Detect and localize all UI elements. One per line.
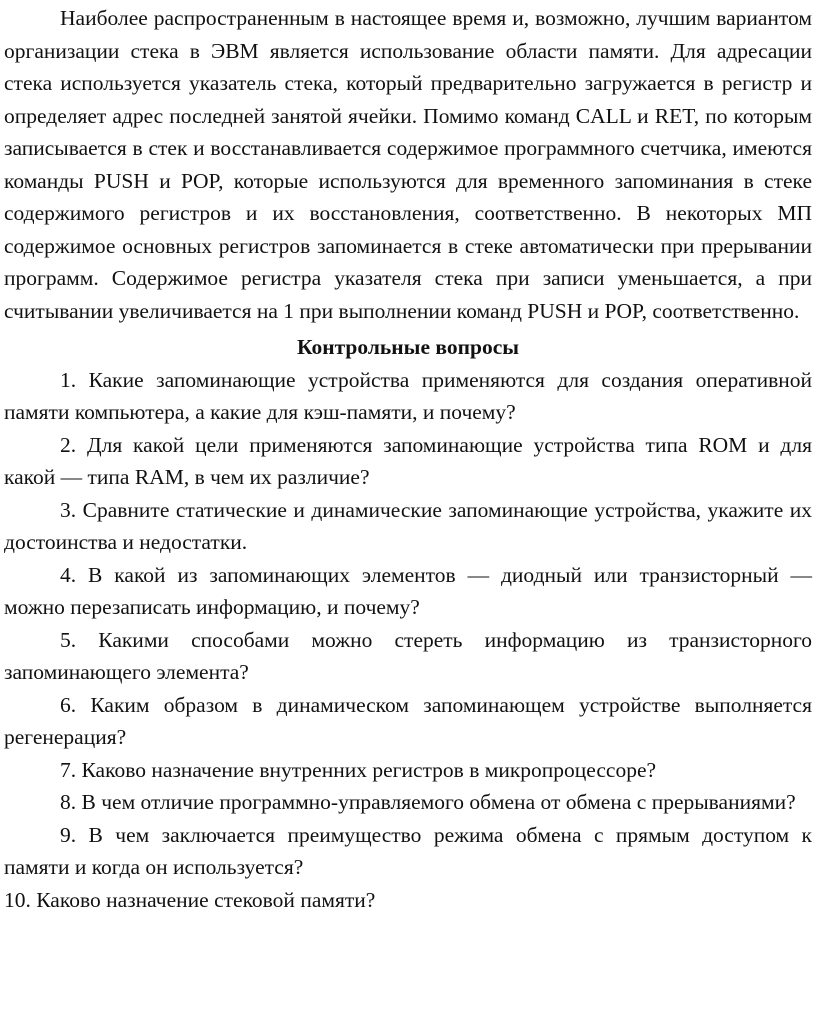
question-item: 10. Каково назначение стековой памяти? — [4, 887, 376, 912]
question-item: 5. Какими способами можно стереть информацию из транзисторного запоминающего элемента? — [4, 627, 812, 684]
question-item: 4. В какой из запоминающих элементов — диодный или транзисторный — можно перезаписать информацию, и почему? — [4, 562, 812, 619]
question-item: 8. В чем отличие программно-управляемого обмена от обмена с прерываниями? — [60, 790, 796, 814]
question-item: 6. Каким образом в динамическом запоминающем устройстве выполняется регенерация? — [4, 692, 812, 749]
question-item: 7. Каково назначение внутренних регистров в микропроцессоре? — [60, 757, 657, 782]
question-item: 3. Сравните статические и динамические запоминающие устройства, укажите их достоинства и недостатки. — [4, 497, 812, 554]
question-item: 1. Какие запоминающие устройства применяются для создания оперативной памяти компьютера, а какие для кэш-памяти, и почему? — [4, 367, 812, 424]
section-title: Контрольные вопросы — [296, 335, 520, 359]
body-paragraph: Наиболее распространенным в настоящее время и, возможно, лучшим вариантом организации стека в ЭВМ является использование области памяти. Для адресации стека используется указатель стека, который предварительно загружается в регистр и определяет адрес последней занятой ячейки. Помимо команд CALL и RET, по которым записывается в стек и восстанавливается содержимое программного счетчика, имеются команды PUSH и POP, которые используются для временного запоминания в стеке содержимого регистров и их восстановления, соответственно. В некоторых МП содержимое основных регистров запоминается в стеке автоматически при прерывании программ. Содержимое регистра указателя стека при записи уменьшается, а при считывании увеличивается на 1 при выполнении команд PUSH и POP, соответственно. — [4, 6, 812, 323]
questions-list — [4, 364, 812, 917]
question-item: 9. В чем заключается преимущество режима обмена с прямым доступом к памяти и когда он используется? — [4, 822, 812, 879]
question-item: 2. Для какой цели применяются запоминающие устройства типа ROM и для какой — типа RAM, в чем их различие? — [4, 432, 812, 489]
document-page — [4, 2, 812, 916]
